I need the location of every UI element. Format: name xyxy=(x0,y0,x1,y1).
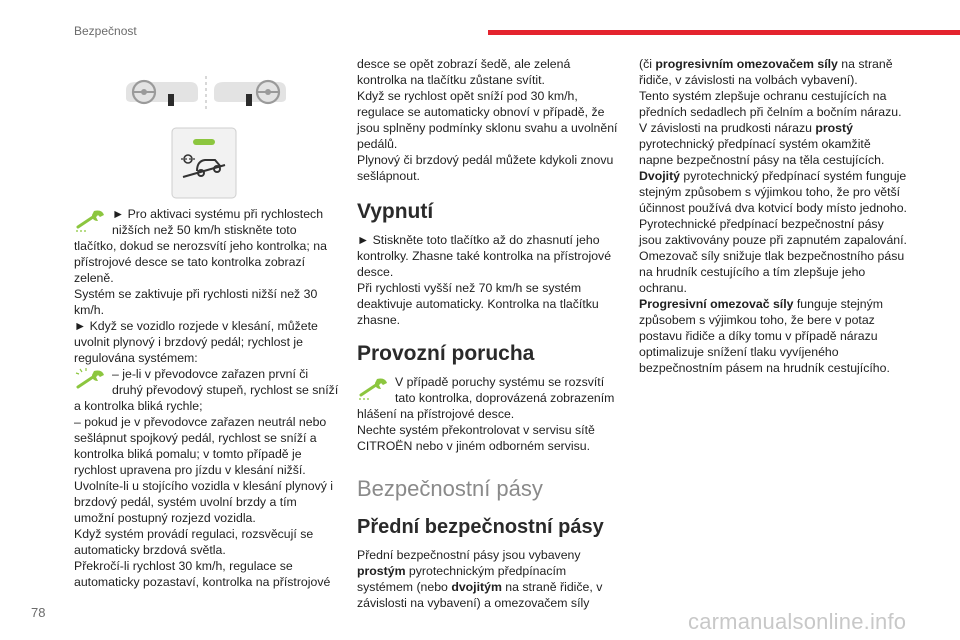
wrench-note-icon xyxy=(74,207,108,235)
intro-text-2: Když se rychlost opět sníží pod 30 km/h, regulace se automaticky obnoví v případě, že jsou splněny podmínky sklonu svahu a uvolnění pedálů. xyxy=(357,89,618,151)
heading-switch-off: Vypnutí xyxy=(357,200,434,223)
belts-text-2: Tento systém zlepšuje ochranu cestujících na předních sedadlech při čelním a bočním nárazu. xyxy=(639,89,902,119)
switch-off-text-1: ► Stiskněte toto tlačítko až do zhasnutí jeho kontrolky. Zhasne také kontrolka na přístrojové desce. xyxy=(357,233,612,279)
column-1 xyxy=(74,206,340,590)
note-regulation-text-4: Když systém provádí regulaci, rozsvěcují se automaticky brzdová světla. xyxy=(74,527,314,557)
belts-text-1: (či progresivním omezovačem síly na straně řidiče, v závislosti na volbách vybavení). xyxy=(639,57,893,87)
switch-off-text-2: Při rychlosti vyšší než 70 km/h se systém deaktivuje automaticky. Kontrolka na tlačítku zhasne. xyxy=(357,281,599,327)
wrench-note-icon xyxy=(357,375,391,403)
note-regulation-text-1: – je-li v převodovce zařazen první či druhý převodový stupeň, rychlost se sníží a kontrolka bliká rychle; xyxy=(74,367,339,413)
dashboard-illustration xyxy=(122,72,290,116)
note-block-regulation xyxy=(74,366,340,590)
note-regulation-text-2: – pokud je v převodovce zařazen neutrál nebo sešlápnut spojkový pedál, rychlost se sníží a kontrolka bliká pomalu; v tomto případě je rychlost upravena pro jízdu v klesání nižší. xyxy=(74,415,327,477)
light-blink-note-icon xyxy=(74,367,108,395)
fault-text-1: V případě poruchy systému se rozsvítí tato kontrolka, doprovázená zobrazením hlášení na přístrojové desce. xyxy=(357,375,615,421)
note-activation-text-1: ► Pro aktivaci systému při rychlostech nižších než 50 km/h stiskněte toto tlačítko, dokud se nerozsvítí jeho kontrolka; na přístrojové desce se tato kontrolka zobrazí zeleně. xyxy=(74,207,327,285)
site-watermark: carmanualsonline.info xyxy=(688,609,907,634)
header-accent-bar xyxy=(488,30,960,35)
note-activation-text-3: ► Když se vozidlo rozjede v klesání, můžete uvolnit plynový i brzdový pedál; rychlost je regulována systémem: xyxy=(74,319,318,365)
belts-text-4: Dvojitý pyrotechnický předpínací systém funguje stejným způsobem s výjimkou toho, že pro větší účinnost používá dva kotvicí body místo jednoho. xyxy=(639,169,907,215)
header-section-title: Bezpečnost xyxy=(74,24,137,38)
note-block-fault xyxy=(357,374,623,454)
note-block-activation xyxy=(74,206,340,366)
fault-text-2: Nechte systém překontrolovat v servisu sítě CITROËN nebo v jiném odborném servisu. xyxy=(357,423,595,453)
heading-seat-belts: Bezpečnostní pásy xyxy=(357,476,543,501)
heading-front-seat-belts: Přední bezpečnostní pásy xyxy=(357,516,604,538)
page-number: 78 xyxy=(31,605,46,620)
belts-text-7: Progresivní omezovač síly funguje stejným způsobem s výjimkou toho, že bere v potaz postavu řidiče a díky tomu v případě nárazu optimalizuje snížení tlaku vyvíjeného bezpečnostním pásem na hrudník cestujícího. xyxy=(639,297,890,375)
note-regulation-text-5: Překročí-li rychlost 30 km/h, regulace se automaticky pozastaví, kontrolka na přístrojové xyxy=(74,559,331,589)
intro-text-3: Plynový či brzdový pedál můžete kdykoli znovu sešlápnout. xyxy=(357,153,614,183)
heading-fault: Provozní porucha xyxy=(357,342,535,365)
hill-descent-button-illustration xyxy=(171,127,237,199)
belts-text-5: Pyrotechnické předpínací bezpečnostní pásy jsou zaktivovány pouze při zapnutém zapalování. xyxy=(639,217,907,247)
column-3 xyxy=(639,56,907,376)
front-belts-text: Přední bezpečnostní pásy jsou vybaveny prostým pyrotechnickým předpínacím systémem (nebo dvojitým na straně řidiče, v závislosti na vybavení) a omezovačem síly xyxy=(357,548,603,610)
note-regulation-text-3: Uvolníte-li u stojícího vozidla v klesání plynový i brzdový pedál, systém uvolní brzdy a tím umožní postupný rozjezd vozidla. xyxy=(74,479,334,525)
belts-text-6: Omezovač síly snižuje tlak bezpečnostního pásu na hrudník cestujícího a tím zlepšuje jeho ochranu. xyxy=(639,249,905,295)
belts-text-3: V závislosti na prudkosti nárazu prostý pyrotechnický předpínací systém okamžitě napne bezpečnostní pásy na těla cestujících. xyxy=(639,121,885,167)
note-activation-text-2: Systém se zaktivuje při rychlosti nižší než 30 km/h. xyxy=(74,287,318,317)
column-2 xyxy=(357,56,623,611)
intro-text-1: desce se opět zobrazí šedě, ale zelená kontrolka na tlačítku zůstane svítit. xyxy=(357,57,571,87)
